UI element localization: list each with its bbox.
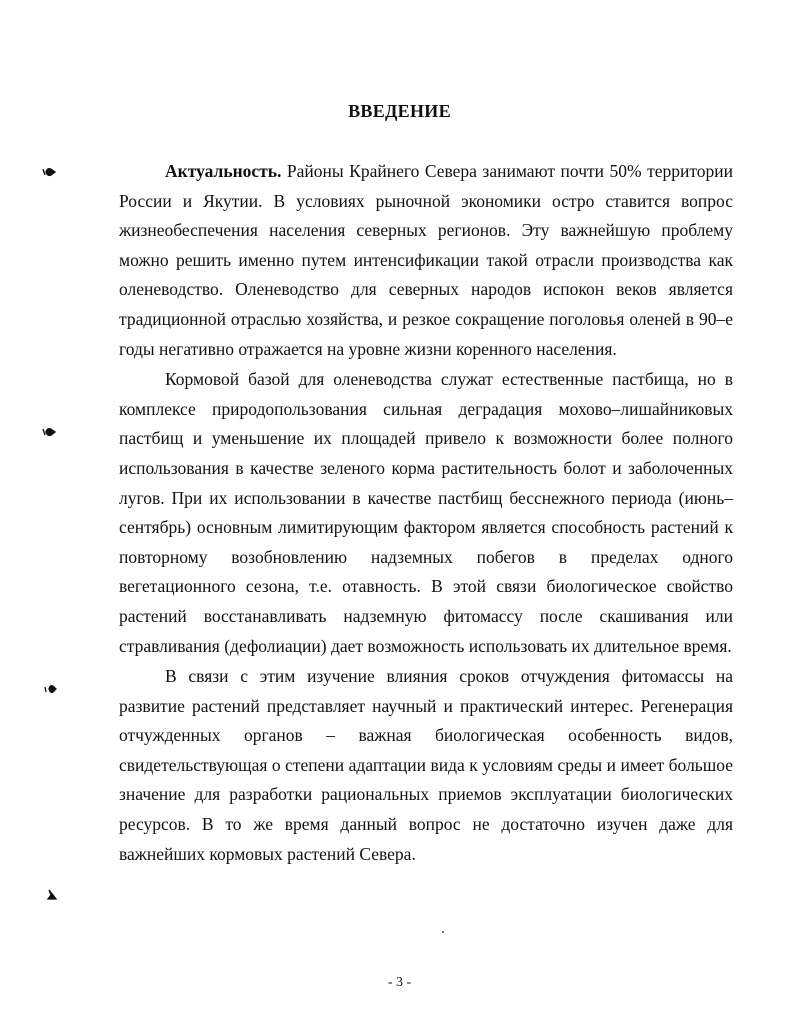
paragraph-text: В связи с этим изучение влияния сроков отчуждения фитомассы на развитие растений представляет научный и практический интерес. Регенерация отчужденных органов – важная биологическая особенность видов, свидетельствующая о степени адаптации вида к условиям среды и имеет большое значение для разработки рациональных приемов эксплуатации биологических ресурсов. В то же время данный вопрос не достаточно изучен даже для важнейших кормовых растений Севера. (119, 666, 733, 864)
margin-mark-icon (42, 167, 56, 177)
paragraph (119, 365, 733, 661)
margin-mark-icon (42, 427, 56, 437)
margin-mark-icon (46, 889, 60, 899)
body-text (119, 157, 733, 869)
paragraph (119, 662, 733, 869)
scan-speck (442, 931, 444, 933)
paragraph-text: Районы Крайнего Севера занимают почти 50% территории России и Якутии. В условиях рыночной экономики остро ставится вопрос жизнеобеспечения населения северных регионов. Эту важнейшую проблему можно решить именно путем интенсификации такой отрасли производства как оленеводство. Оленеводство для северных народов испокон веков является традиционной отраслью хозяйства, и резкое сокращение поголовья оленей в 90–е годы негативно отражается на уровне жизни коренного населения. (119, 161, 733, 359)
margin-mark-icon (44, 684, 58, 694)
paragraph-text: Кормовой базой для оленеводства служат естественные пастбища, но в комплексе природопользования сильная деградация мохово–лишайниковых пастбищ и уменьшение их площадей привело к возможности более полного использования в качестве зеленого корма растительность болот и заболоченных лугов. При их использовании в качестве пастбищ бесснежного периода (июнь–сентябрь) основным лимитирующим фактором является способность растений к повторному возобновлению надземных побегов в пределах одного вегетационного сезона, т.е. отавность. В этой связи биологическое свойство растений восстанавливать надземную фитомассу после скашивания или стравливания (дефолиации) дает возможность использовать их длительное время. (119, 369, 733, 656)
paragraph-lead: Актуальность. (165, 161, 282, 181)
page-title: ВВЕДЕНИЕ (348, 101, 451, 121)
paragraph (119, 157, 733, 364)
page-number: - 3 - (387, 975, 412, 990)
